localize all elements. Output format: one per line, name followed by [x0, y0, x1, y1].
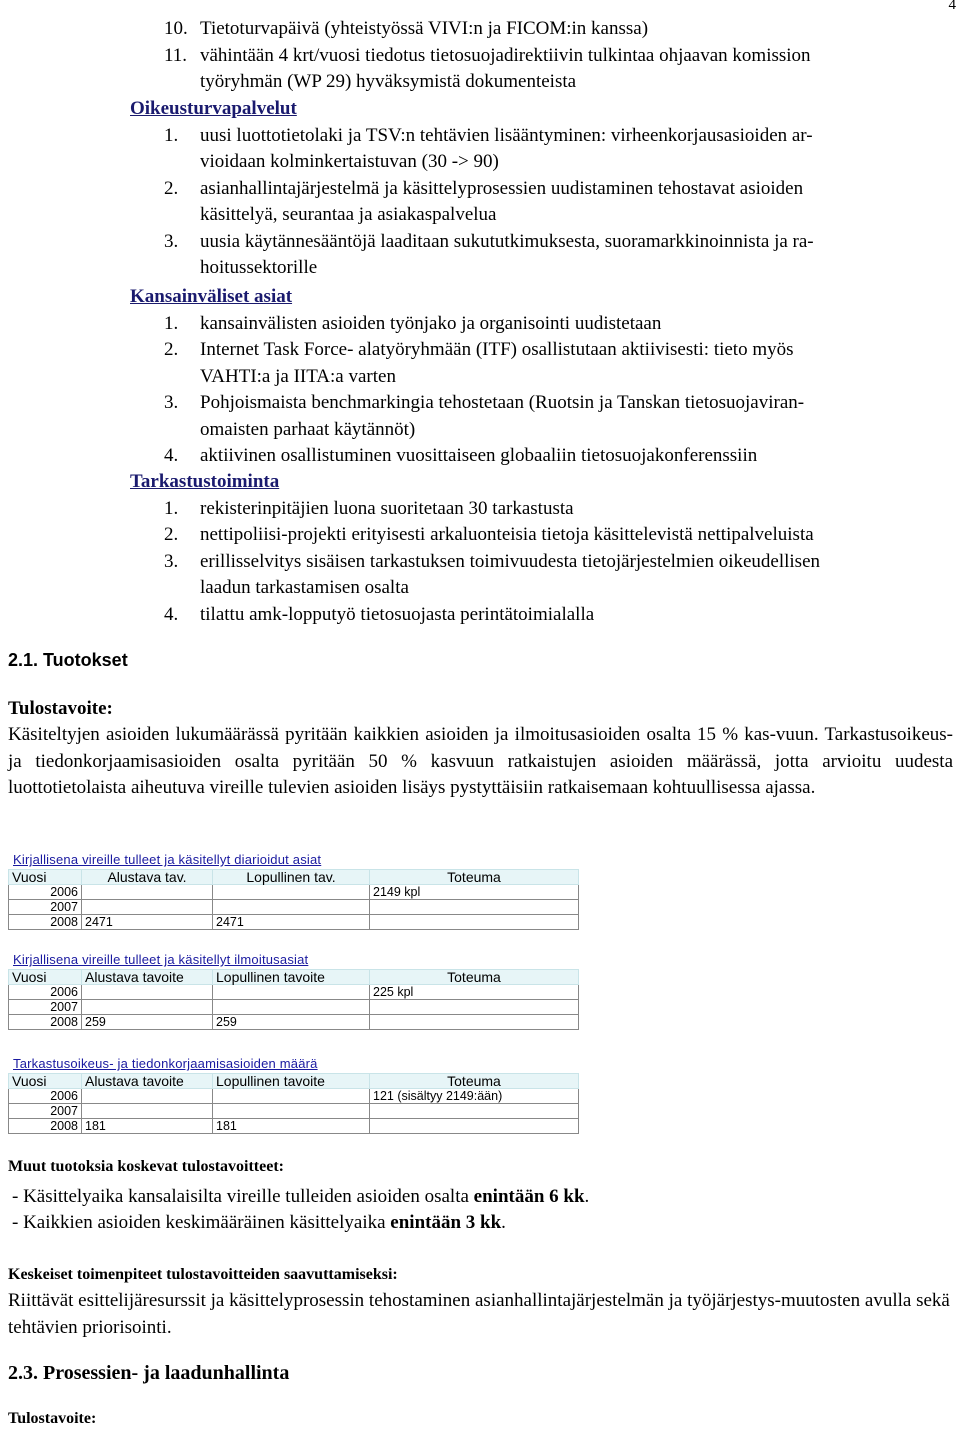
- list-number: 4.: [164, 603, 179, 625]
- list-number: 11.: [164, 44, 188, 66]
- table-cell: 2007: [9, 1104, 82, 1119]
- table-header-row: [9, 970, 579, 985]
- table-cell: [82, 1104, 213, 1119]
- list-number: 3.: [164, 550, 179, 572]
- list-text-cont: VAHTI:a ja IITA:a varten: [200, 365, 396, 387]
- table-row: [9, 885, 579, 900]
- table-cell: [82, 985, 213, 1000]
- section-title-tuotokset: 2.1. Tuotokset: [8, 650, 128, 670]
- table-cell: [82, 1000, 213, 1015]
- table-cell: 2006: [9, 885, 82, 900]
- table-cell: [213, 985, 370, 1000]
- muut-item: [12, 1210, 506, 1236]
- table-cell: [82, 900, 213, 915]
- table-cell: 2007: [9, 1000, 82, 1015]
- table-cell: 181: [213, 1119, 370, 1134]
- table-cell: [370, 1015, 579, 1030]
- muut-item-suffix: .: [584, 1186, 590, 1207]
- table-cell: [82, 1089, 213, 1104]
- header-cell: Vuosi: [9, 1074, 82, 1089]
- list-number: 1.: [164, 312, 179, 334]
- table-cell: 2008: [9, 915, 82, 930]
- list-text-cont: omaisten parhaat käytännöt): [200, 418, 416, 440]
- muut-item-bold: enintään 3 kk: [390, 1212, 502, 1233]
- section-heading: Tarkastustoiminta: [130, 471, 280, 492]
- list-number: 1.: [164, 497, 179, 519]
- section-title-prosessit: 2.3. Prosessien- ja laadunhallinta: [8, 1362, 290, 1384]
- list-number: 2.: [164, 339, 179, 360]
- list-number: 2.: [164, 177, 179, 199]
- table-header-row: [9, 1074, 579, 1089]
- list-text: aktiivinen osallistuminen vuosittaiseen globaaliin tietosuojakonferenssiin: [200, 445, 758, 466]
- tulostavoite-label: Tulostavoite:: [8, 698, 113, 719]
- table-row: [9, 1015, 579, 1030]
- table-row: [9, 1119, 579, 1134]
- section-kansainvaliset: [130, 284, 950, 470]
- list-item: [130, 311, 950, 338]
- header-cell: Alustava tavoite: [82, 970, 213, 985]
- table-cell: 2006: [9, 1089, 82, 1104]
- table-cell: 2471: [82, 915, 213, 930]
- table-cell: 2006: [9, 985, 82, 1000]
- header-cell: Lopullinen tav.: [213, 870, 370, 885]
- muut-item-bold: enintään 6 kk: [473, 1186, 585, 1207]
- table-cell: [370, 1000, 579, 1015]
- keskeiset-heading: Keskeiset toimenpiteet tulostavoitteiden saavuttamiseksi:: [8, 1266, 398, 1283]
- table-row: [9, 915, 579, 930]
- list-item: [130, 123, 950, 176]
- header-cell: Toteuma: [370, 970, 579, 985]
- list-text-cont: hoitussektorille: [200, 257, 318, 278]
- table-cell: 259: [82, 1015, 213, 1030]
- list-text: uusi luottotietolaki ja TSV:n tehtävien lisääntyminen: virheenkorjausasioiden ar-: [200, 124, 813, 146]
- table-cell: [213, 1104, 370, 1119]
- table-cell: 2007: [9, 900, 82, 915]
- section-heading: Kansainväliset asiat: [130, 286, 293, 307]
- table-row: [9, 1000, 579, 1015]
- header-cell: Toteuma: [370, 1074, 579, 1089]
- muut-item-text: - Käsittelyaika kansalaisilta vireille tulleiden asioiden osalta: [12, 1186, 474, 1207]
- table-cell: 2149 kpl: [370, 885, 579, 900]
- page-number: 4: [948, 0, 956, 13]
- table-cell: [370, 1119, 579, 1134]
- list-text: nettipoliisi-projekti erityisesti arkaluonteisia tietoja käsittelevistä nettipalveluista: [200, 524, 814, 545]
- table-cell: [370, 1104, 579, 1119]
- list-number: 2.: [164, 524, 179, 545]
- list-text: Internet Task Force- alatyöryhmään (ITF) osallistutaan aktiivisesti: tieto myös: [200, 339, 794, 360]
- list-item: [130, 43, 950, 96]
- table-cell: [370, 915, 579, 930]
- header-cell: Vuosi: [9, 870, 82, 885]
- table-cell: [213, 885, 370, 900]
- tulostavoite-text: Käsiteltyjen asioiden lukumäärässä pyritään kaikkien asioiden ja ilmoitusasioiden osalta 15 % kas-vuun. Tarkastusoikeus- ja tiedonkorjaamisasioiden osalta pyritään 50 % kasvuun ratkaistujen asioiden määrässä, jotta arvioitu uudesta luottotietolaista aiheutuva vireille tulevien asioiden lisäys pystyttäisiin ratkaisemaan kohtuullisessa ajassa.: [8, 724, 953, 798]
- table-cell: 2471: [213, 915, 370, 930]
- table-row: [9, 1089, 579, 1104]
- table-cell: 2008: [9, 1119, 82, 1134]
- list-text: Pohjoismaista benchmarkingia tehostetaan (Ruotsin ja Tanskan tietosuojaviran-: [200, 392, 805, 413]
- header-cell: Lopullinen tavoite: [213, 1074, 370, 1089]
- keskeiset-text: Riittävät esittelijäresurssit ja käsittelyprosessin tehostaminen asianhallintajärjestelmän ja työjärjestys-muutosten avulla sekä tehtävien priorisointi.: [8, 1290, 950, 1338]
- muut-item-suffix: .: [501, 1212, 506, 1233]
- table-cell: 225 kpl: [370, 985, 579, 1000]
- table-cell: [213, 900, 370, 915]
- list-number: 1.: [164, 124, 179, 146]
- list-item: [130, 229, 950, 282]
- list-text: asianhallintajärjestelmä ja käsittelyprosessien uudistaminen tehostavat asioiden: [200, 177, 804, 199]
- table-cell: 121 (sisältyy 2149:ään): [370, 1089, 579, 1104]
- list-number: 3.: [164, 230, 179, 252]
- list-number: 3.: [164, 392, 179, 413]
- tulostavoite2-label: Tulostavoite:: [8, 1410, 97, 1427]
- section-oikeusturva: [130, 96, 950, 282]
- list-text: tilattu amk-lopputyö tietosuojasta perintätoimialalla: [200, 603, 595, 625]
- table-cell: [82, 885, 213, 900]
- list-text: uusia käytännesääntöjä laaditaan sukututkimuksesta, suoramarkkinoinnista ja ra-: [200, 230, 814, 252]
- list-number: 10.: [164, 18, 188, 39]
- top-list: [130, 16, 950, 96]
- table-row: [9, 985, 579, 1000]
- list-text: kansainvälisten asioiden työnjako ja organisointi uudistetaan: [200, 312, 662, 334]
- table-cell: 259: [213, 1015, 370, 1030]
- table-title: Tarkastusoikeus- ja tiedonkorjaamisasioiden määrä: [13, 1056, 318, 1071]
- list-text-cont: vioidaan kolminkertaistuvan (30 -> 90): [200, 151, 499, 172]
- list-item: [130, 176, 950, 229]
- header-cell: Toteuma: [370, 870, 579, 885]
- list-item: [130, 443, 950, 470]
- list-text-cont: laadun tarkastamisen osalta: [200, 577, 409, 598]
- header-cell: Alustava tav.: [82, 870, 213, 885]
- list-item: [130, 16, 950, 43]
- header-cell: Lopullinen tavoite: [213, 970, 370, 985]
- list-item: [130, 549, 950, 602]
- list-number: 4.: [164, 445, 179, 466]
- table-cell: 2008: [9, 1015, 82, 1030]
- table-cell: 181: [82, 1119, 213, 1134]
- list-item: [130, 496, 950, 523]
- muut-heading: Muut tuotoksia koskevat tulostavoitteet:: [8, 1158, 284, 1175]
- table-header-row: [9, 870, 579, 885]
- list-item: [130, 522, 950, 549]
- table-title: Kirjallisena vireille tulleet ja käsitellyt diarioidut asiat: [13, 852, 322, 867]
- muut-item-text: - Kaikkien asioiden keskimääräinen käsittelyaika: [12, 1212, 391, 1233]
- table-cell: [370, 900, 579, 915]
- list-text-cont: työryhmän (WP 29) hyväksymistä dokumenteista: [200, 71, 577, 92]
- data-table: [8, 1073, 579, 1134]
- header-cell: Vuosi: [9, 970, 82, 985]
- list-text: vähintään 4 krt/vuosi tiedotus tietosuojadirektiivin tulkintaa ohjaavan komission: [200, 44, 811, 66]
- list-item: [130, 390, 950, 443]
- list-item: [130, 337, 950, 390]
- section-heading: Oikeusturvapalvelut: [130, 98, 297, 119]
- data-table: [8, 969, 579, 1030]
- list-text-cont: käsittelyä, seurantaa ja asiakaspalvelua: [200, 204, 497, 225]
- data-table: [8, 869, 579, 930]
- list-text: erillisselvitys sisäisen tarkastuksen toimivuudesta tietojärjestelmien oikeudellisen: [200, 550, 821, 572]
- table-row: [9, 900, 579, 915]
- table-cell: [213, 1000, 370, 1015]
- table-title: Kirjallisena vireille tulleet ja käsitellyt ilmoitusasiat: [13, 952, 309, 967]
- muut-item: [12, 1184, 589, 1210]
- list-item: [130, 602, 950, 629]
- table-row: [9, 1104, 579, 1119]
- section-tarkastus: [130, 469, 950, 628]
- table-cell: [213, 1089, 370, 1104]
- list-text: rekisterinpitäjien luona suoritetaan 30 tarkastusta: [200, 497, 574, 519]
- header-cell: Alustava tavoite: [82, 1074, 213, 1089]
- list-text: Tietoturvapäivä (yhteistyössä VIVI:n ja FICOM:in kanssa): [200, 18, 649, 39]
